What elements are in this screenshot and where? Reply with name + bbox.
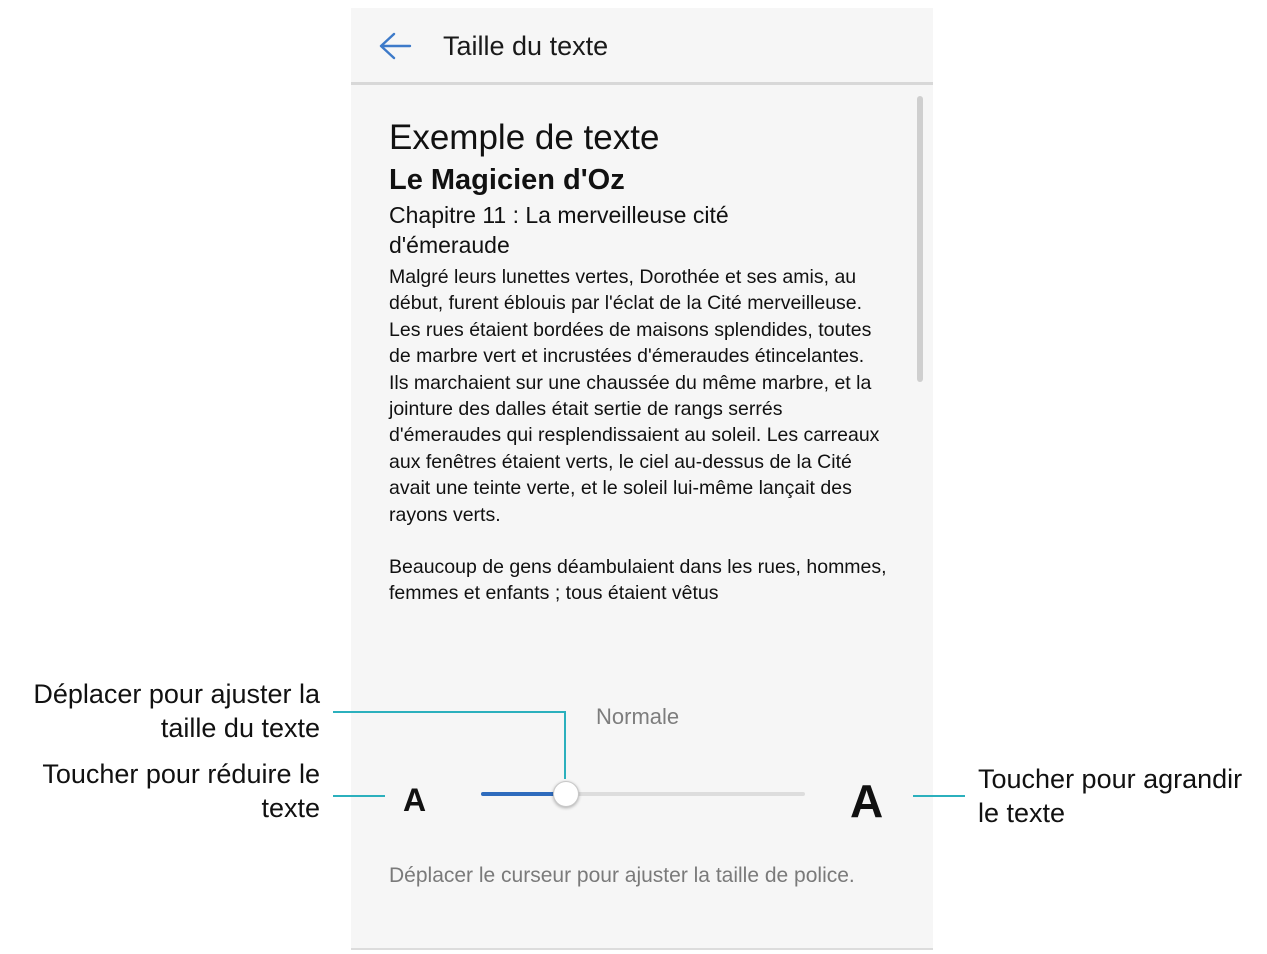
callout-increase: Toucher pour agrandir le texte (978, 764, 1243, 828)
back-button[interactable] (375, 28, 415, 68)
text-size-screen (351, 8, 933, 950)
decrease-text-button[interactable]: A (403, 782, 427, 818)
app-bar (351, 8, 933, 85)
preview-paragraph: Malgré leurs lunettes vertes, Dorothée et ses amis, au début, furent éblouis par l'éclat de la Cité merveilleuse. Les rues étaient bordées de maisons splendides, toutes de marbre vert et incrustées d'émeraudes étincelantes. Ils marchaient sur une chaussée du même marbre, et la jointure des dalles était sertie de rangs serrés d'émeraudes qui resplendissaient au soleil. Les carreaux aux fenêtres étaient verts, le ciel au-dessus de la Cité avait une teinte verte, et le soleil lui-même lançait des rayons verts. (389, 266, 880, 526)
preview-chapter: Chapitre 11 : La merveilleuse cité d'émeraude (389, 202, 729, 258)
preview-heading: Exemple de texte (389, 118, 660, 157)
slider-hint: Déplacer le curseur pour ajuster la taille de police. (389, 864, 855, 887)
text-size-slider[interactable] (481, 792, 805, 796)
page-title: Taille du texte (443, 31, 609, 61)
preview-fade (351, 620, 911, 650)
callout-line (564, 711, 566, 779)
callout-line (913, 795, 965, 797)
text-preview (389, 116, 909, 607)
arrow-left-icon (378, 31, 412, 66)
callout-slider: Déplacer pour ajuster la taille du texte (33, 679, 320, 743)
callout-line (333, 795, 385, 797)
increase-text-button[interactable]: A (850, 775, 884, 827)
preview-scrollbar[interactable] (917, 96, 923, 382)
current-size-label: Normale (596, 704, 680, 729)
callout-line (333, 711, 566, 713)
preview-paragraph: Beaucoup de gens déambulaient dans les rues, hommes, femmes et enfants ; tous étaient vêtus (389, 556, 887, 605)
preview-book-title: Le Magicien d'Oz (389, 164, 625, 196)
callout-decrease: Toucher pour réduire le texte (42, 759, 320, 823)
slider-thumb[interactable] (553, 781, 579, 807)
